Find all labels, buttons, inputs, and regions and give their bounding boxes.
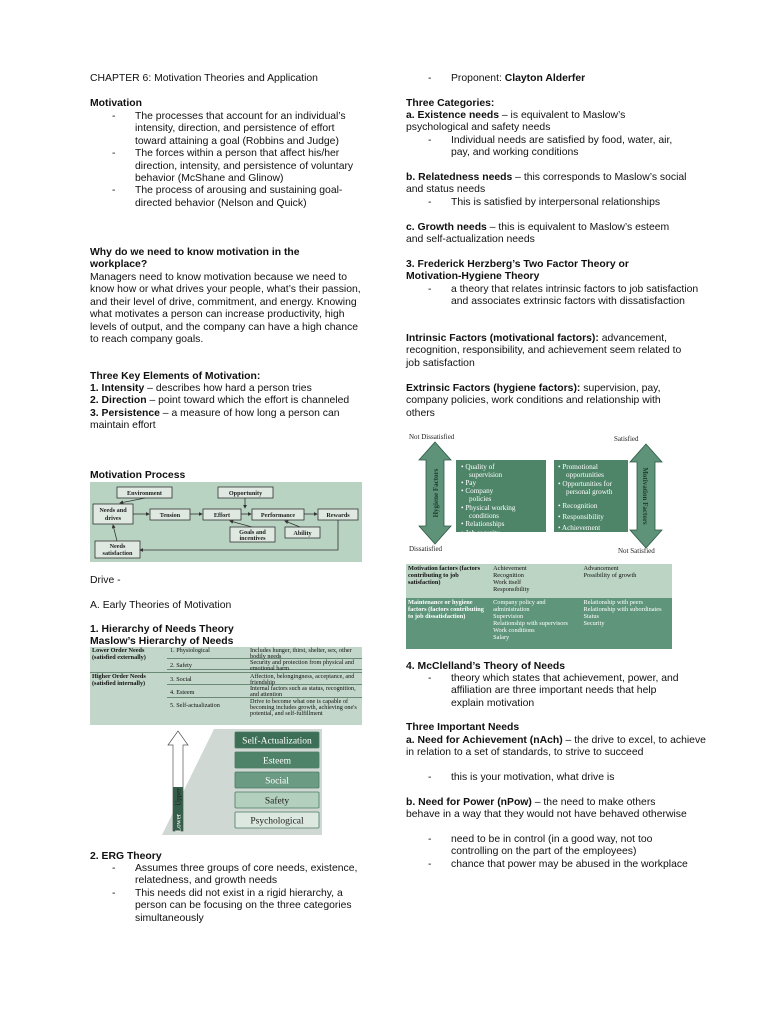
list-item: • Quality of [461,463,495,471]
herzberg-bullet [406,284,706,309]
relatedness-needs: b. Relatedness needs – this corresponds to Maslow’s social and status needs [406,172,687,196]
why-paragraph: Managers need to know motivation because we need to know how or what drives your people, what’s their passion, and their level of drive, commitment, and energy. Knowing what motivates a person can increase productivity, high levels of output, and the company can have a high chance to reach company goals. [90,272,361,346]
hierarchy-heading: 1. Hierarchy of Needs Theory [90,624,234,635]
mcclelland-heading: 4. McClelland’s Theory of Needs [406,661,565,672]
list-item: personal growth [566,488,613,496]
motivation-process-diagram [90,482,362,562]
list-item: - Individual needs are satisfied by food, water, air, pay, and working conditions [406,135,688,160]
key-element: 3. Persistence – a measure of how long a person can maintain effort [90,407,340,432]
key-elements-list [90,383,365,433]
diagram-label: Ability [293,530,312,537]
pyramid-level: Psychological [250,816,304,827]
table-cell: Includes hunger, thirst, shelter, sex, other bodily needs [250,647,352,661]
diagram-label: satisfaction [102,550,133,557]
list-item: opportunities [566,471,604,479]
table-cell: Internal factors such as status, recognition, and attention [250,685,356,699]
maslow-pyramid [162,727,322,835]
erg-heading: 2. ERG Theory [90,851,162,862]
important-needs-heading: Three Important Needs [406,722,520,733]
list-item: • Pay [461,479,477,487]
drive-label: Drive - [90,575,121,586]
motivation-factors-label: Motivation Factors [641,467,649,525]
table-row: 5. Self-actualization [170,702,220,709]
higher-order-label: Higher Order Needs (satisfied internally) [92,673,146,687]
pyramid-level: Social [265,776,289,787]
list-item: - chance that power may be abused in the workplace [406,859,688,871]
list-item: supervision [469,471,503,479]
motivation-factors-cell: Motivation factors (factors contributing to job satisfaction) [408,565,481,586]
motivation-heading: Motivation [90,98,142,109]
intrinsic-factors: Intrinsic Factors (motivational factors): advancement, recognition, responsibility, and achievement seem related to job satisfaction [406,333,682,369]
list-item: • Relationships [461,520,505,528]
list-item: - this is your motivation, what drive is [406,772,688,784]
table-row: 3. Social [170,676,192,683]
pyramid-level: Safety [264,796,290,807]
list-item: • Recognition [558,502,598,510]
diagram-label: incentives [239,535,266,542]
list-item: - This is satisfied by interpersonal relationships [406,197,661,209]
table-row: 2. Safety [170,662,192,669]
table-cell: Achievement Recognition Work itself Responsibility [493,565,530,593]
relatedness-bullet [406,197,661,209]
table-cell: Advancement Possibility of growth [583,565,637,579]
list-item: • Achievement [558,524,601,532]
why-heading: Why do we need to know motivation in the workplace? [90,247,300,271]
not-satisfied-label: Not Satisfied [618,547,655,555]
list-item: - need to be in control (in a good way, not too controlling on the part of the employees) [406,834,688,859]
existence-bullet [406,135,688,160]
maslow-heading: Maslow’s Hierarchy of Needs [90,636,234,647]
upper-label: Upper [174,788,183,806]
list-item: • Physical working [461,504,516,512]
nach-bullet [406,772,688,784]
list-item: • Promotional [558,463,598,471]
process-heading: Motivation Process [90,470,186,481]
diagram-label: Tension [159,512,181,519]
three-categories-heading: Three Categories: [406,98,495,109]
key-elements-heading: Three Key Elements of Motivation: [90,371,261,382]
factor-table [406,564,672,649]
table-row: 4. Esteem [170,689,195,696]
list-item: - Proponent: Clayton Alderfer [406,73,688,85]
list-item: • Company [461,487,494,495]
erg-bullets [90,863,365,925]
npow-bullets [406,834,688,871]
list-item: policies [469,495,492,503]
not-dissatisfied-label: Not Dissatisfied [409,433,455,441]
list-item: - The forces within a person that affect his/her direction, intensity, and persistence of voluntary behavior (McShane and Glinow) [90,148,365,185]
key-element: 1. Intensity – describes how hard a person tries [90,383,312,394]
existence-needs: a. Existence needs – is equivalent to Maslow’s psychological and safety needs [406,110,626,134]
table-cell: Company policy and administration Supervision Relationship with supervisors Work conditions Salary [493,599,568,642]
diagram-label: drives [104,515,122,522]
list-item: - The process of arousing and sustaining goal-directed behavior (Nelson and Quick) [90,185,365,210]
dissatisfied-label: Dissatisfied [409,545,443,553]
diagram-label: Rewards [326,512,350,519]
pyramid-level: Esteem [263,756,291,767]
two-factor-diagram [406,430,674,556]
motivation-definitions [90,111,365,210]
nach-paragraph: a. Need for Achievement (nAch) – the drive to excel, to achieve in relation to a set of standards, to strive to succeed [406,735,706,759]
mcclelland-bullet [406,673,688,710]
hygiene-factors-label: Hygiene Factors [432,468,440,518]
diagram-label: Opportunity [228,490,263,497]
table-cell: Relationship with peers Relationship with subordinates Status Security [583,599,662,628]
diagram-label: Environment [127,490,162,497]
list-item: - Assumes three groups of core needs, existence, relatedness, and growth needs [90,863,365,888]
early-theories-heading: A. Early Theories of Motivation [90,600,232,611]
maslow-table [90,647,362,725]
list-item: • Responsibility [558,513,604,521]
growth-needs: c. Growth needs – this is equivalent to Maslow’s esteem and self-actualization needs [406,222,670,246]
diagram-label: Performance [260,512,296,519]
satisfied-label: Satisfied [614,435,639,443]
pyramid-level: Self-Actualization [242,736,312,747]
extrinsic-factors: Extrinsic Factors (hygiene factors): supervision, pay, company policies, work conditions and relationship with others [406,383,661,419]
table-cell: Security and protection from physical and emotional harm [250,659,354,673]
lower-label: Lower [174,813,183,833]
lower-order-label: Lower Order Needs (satisfied externally) [92,647,146,661]
diagram-label: Needs [109,543,126,550]
hygiene-factors-cell: Maintenance or hygiene factors (factors contributing to job dissatisfaction) [408,599,484,621]
diagram-label: Goals and [239,529,266,536]
list-item: • Opportunities for [558,480,613,488]
list-item: - The processes that account for an individual’s intensity, direction, and persistence of effort toward attaining a goal (Robbins and Judge) [90,111,365,148]
list-item: conditions [469,512,499,520]
table-row: 1. Physiological [170,647,210,654]
list-item: - theory which states that achievement, power, and affiliation are three important needs that help explain motivation [406,673,688,710]
diagram-label: Needs and [99,507,127,514]
chapter-title: CHAPTER 6: Motivation Theories and Application [90,73,318,84]
list-item: - a theory that relates intrinsic factors to job satisfaction and associates extrinsic factors with dissatisfaction [406,284,706,309]
table-cell: Affection, belongingness, acceptance, and friendship [250,673,355,687]
npow-paragraph: b. Need for Power (nPow) – the need to make others behave in a way that they would not have behaved otherwise [406,797,687,821]
list-item: - This needs did not exist in a rigid hierarchy, a person can be focusing on the three categories simultaneously [90,888,365,925]
herzberg-heading: 3. Frederick Herzberg’s Two Factor Theory or Motivation-Hygiene Theory [406,259,629,283]
list-item: • Job security [461,529,500,537]
table-cell: Drive to become what one is capable of becoming includes growth, achieving one's potential, and self-fulfillment [250,698,357,718]
proponent-line [406,73,688,85]
key-element: 2. Direction – point toward which the effort is channeled [90,395,350,407]
diagram-label: Effort [213,512,231,519]
